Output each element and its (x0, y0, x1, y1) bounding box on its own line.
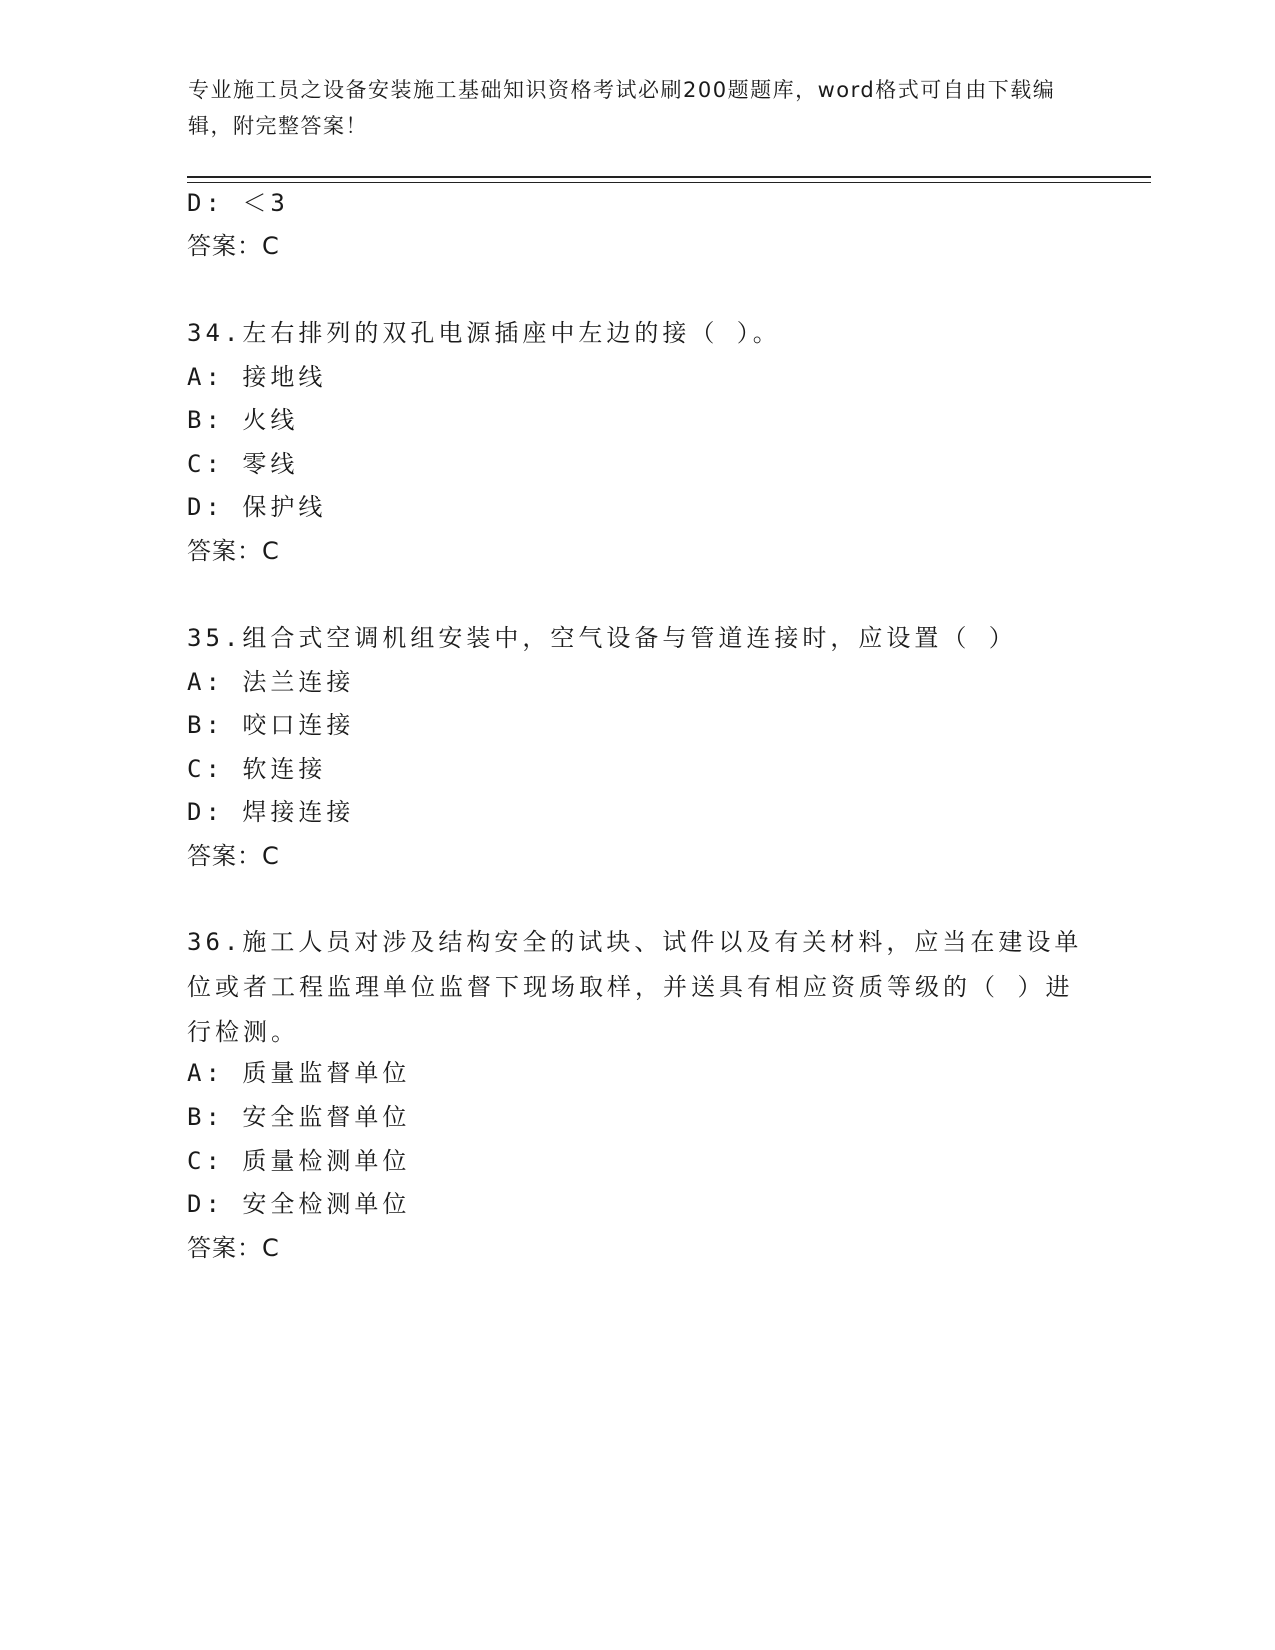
question-34-option-d: D: 保护线 (187, 493, 327, 521)
question-34-stem: 34.左右排列的双孔电源插座中左边的接（ ）。 (187, 319, 781, 347)
question-34-option-b: B: 火线 (187, 406, 299, 434)
question-36-option-c: C: 质量检测单位 (187, 1147, 411, 1175)
question-36-answer: 答案：C (187, 1234, 280, 1262)
prev-option-d: D: ＜3 (187, 189, 289, 217)
header-divider-thick (187, 176, 1151, 178)
question-35-option-d: D: 焊接连接 (187, 798, 355, 826)
question-34-answer: 答案：C (187, 537, 280, 565)
prev-answer: 答案：C (187, 232, 280, 260)
question-34-option-a: A: 接地线 (187, 363, 327, 391)
question-36-option-a: A: 质量监督单位 (187, 1059, 411, 1087)
question-35-option-a: A: 法兰连接 (187, 668, 355, 696)
question-34-option-c: C: 零线 (187, 450, 299, 478)
question-36-option-d: D: 安全检测单位 (187, 1190, 411, 1218)
question-35-option-c: C: 软连接 (187, 755, 327, 783)
question-35-option-b: B: 咬口连接 (187, 711, 355, 739)
question-35-answer: 答案：C (187, 842, 280, 870)
question-36-option-b: B: 安全监督单位 (187, 1103, 411, 1131)
question-35-stem: 35.组合式空调机组安装中，空气设备与管道连接时，应设置（ ） (187, 624, 1017, 652)
header-divider-thin (187, 182, 1151, 183)
document-header: 专业施工员之设备安装施工基础知识资格考试必刷200题题库，word格式可自由下载编辑，附完整答案！ (188, 78, 1056, 138)
question-36-stem: 36.施工人员对涉及结构安全的试块、试件以及有关材料，应当在建设单位或者工程监理单位监督下现场取样，并送具有相应资质等级的（ ）进行检测。 (187, 928, 1083, 1046)
